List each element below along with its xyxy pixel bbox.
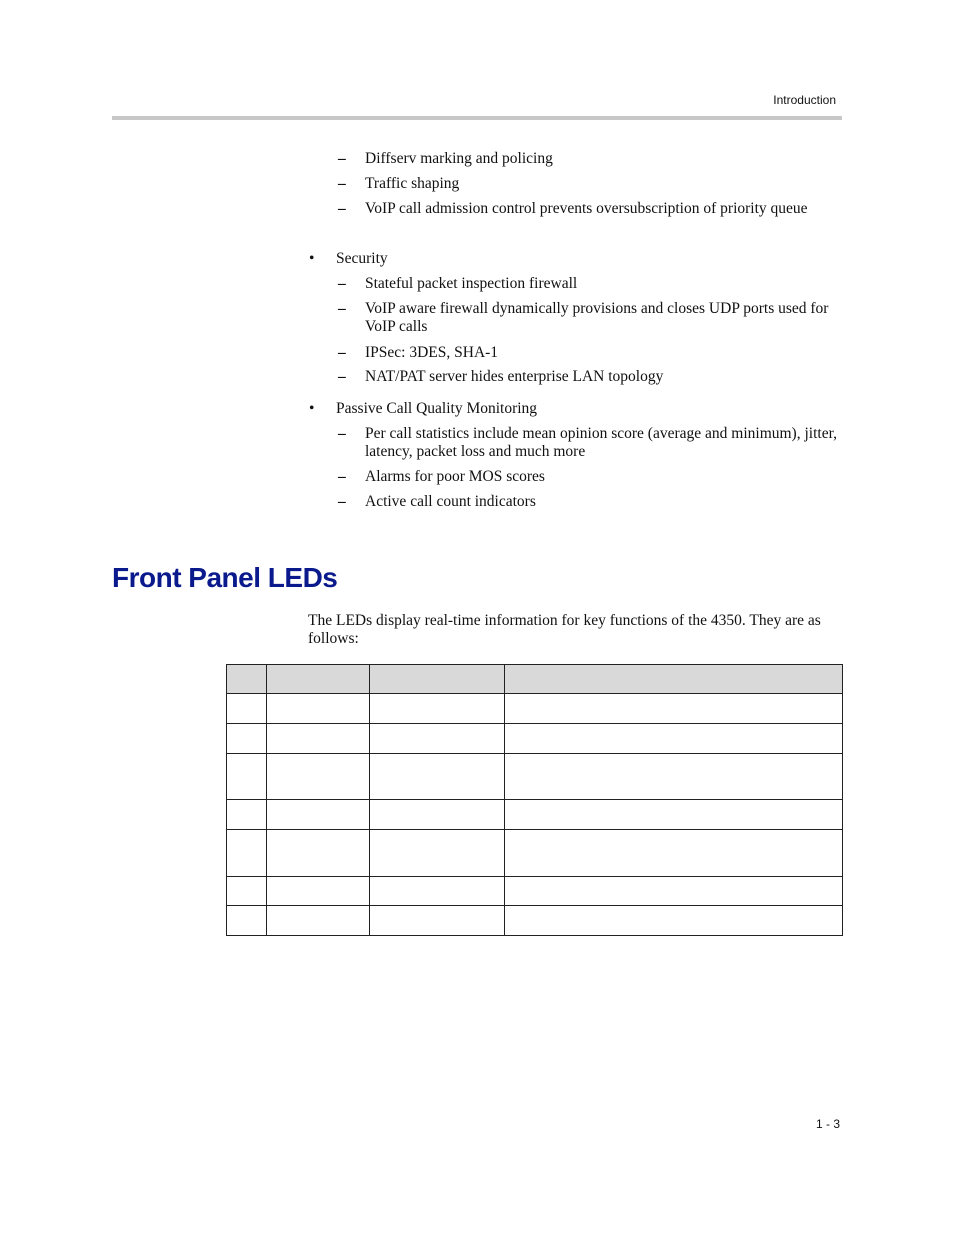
list-item: Alarms for poor MOS scores [365,468,545,485]
table-row [227,906,843,936]
led-table [226,664,843,936]
dash-marker: – [338,368,346,385]
list-item: Active call count indicators [365,493,536,510]
dash-marker: – [338,275,346,292]
bullet-marker: • [309,250,315,267]
table-header-cell [227,665,267,694]
bullet-monitoring: Passive Call Quality Monitoring [336,400,538,417]
table-cell [370,830,505,877]
section-heading: Front Panel LEDs [112,562,338,593]
table-cell [370,694,505,724]
table-row [227,830,843,877]
table-cell [505,830,843,877]
dash-marker: – [338,150,346,167]
table-cell [505,877,843,906]
table-header-row [227,665,843,694]
list-item: VoIP call admission control prevents oversubscription of priority queue [365,200,808,217]
table-row [227,754,843,800]
table-cell [267,694,370,724]
table-cell [370,800,505,830]
header-rule [112,116,842,120]
list-item: Stateful packet inspection firewall [365,275,578,292]
table-cell [227,800,267,830]
list-item: VoIP aware firewall dynamically provisions and closes UDP ports used for VoIP calls [365,300,829,335]
table-cell [227,754,267,800]
dash-marker: – [338,175,346,192]
table-cell [267,800,370,830]
table-row [227,800,843,830]
table-cell [505,724,843,754]
dash-marker: – [338,200,346,217]
list-item: IPSec: 3DES, SHA-1 [365,344,499,361]
page-number: 1 - 3 [815,1117,840,1131]
intro-paragraph: The LEDs display real-time information for key functions of the 4350. They are as follows: [308,612,821,647]
list-item: NAT/PAT server hides enterprise LAN topology [365,368,664,385]
bullet-security: Security [336,250,388,267]
table-cell [505,906,843,936]
table-row [227,877,843,906]
table-cell [227,877,267,906]
table-cell [267,906,370,936]
table-cell [227,906,267,936]
table-header-cell [267,665,370,694]
dash-marker: – [338,468,346,485]
bullet-marker: • [309,400,315,417]
table-cell [267,754,370,800]
dash-marker: – [338,425,346,442]
table-cell [267,877,370,906]
list-item: Diffserv marking and policing [365,150,553,167]
table-cell [505,800,843,830]
dash-marker: – [338,344,346,361]
table-cell [370,906,505,936]
table-cell [370,724,505,754]
table-cell [505,694,843,724]
table-header-cell [505,665,843,694]
table-cell [227,694,267,724]
dash-marker: – [338,300,346,317]
table-row [227,724,843,754]
table-header-cell [370,665,505,694]
table-cell [370,877,505,906]
dash-marker: – [338,493,346,510]
table-cell [267,724,370,754]
table-cell [370,754,505,800]
table-cell [227,830,267,877]
list-item: Traffic shaping [365,175,460,192]
table-cell [267,830,370,877]
running-header: Introduction [773,93,836,107]
table-row [227,694,843,724]
list-item: Per call statistics include mean opinion score (average and minimum), jitter, latency, packet loss and much more [365,425,837,460]
table-cell [227,724,267,754]
table-cell [505,754,843,800]
